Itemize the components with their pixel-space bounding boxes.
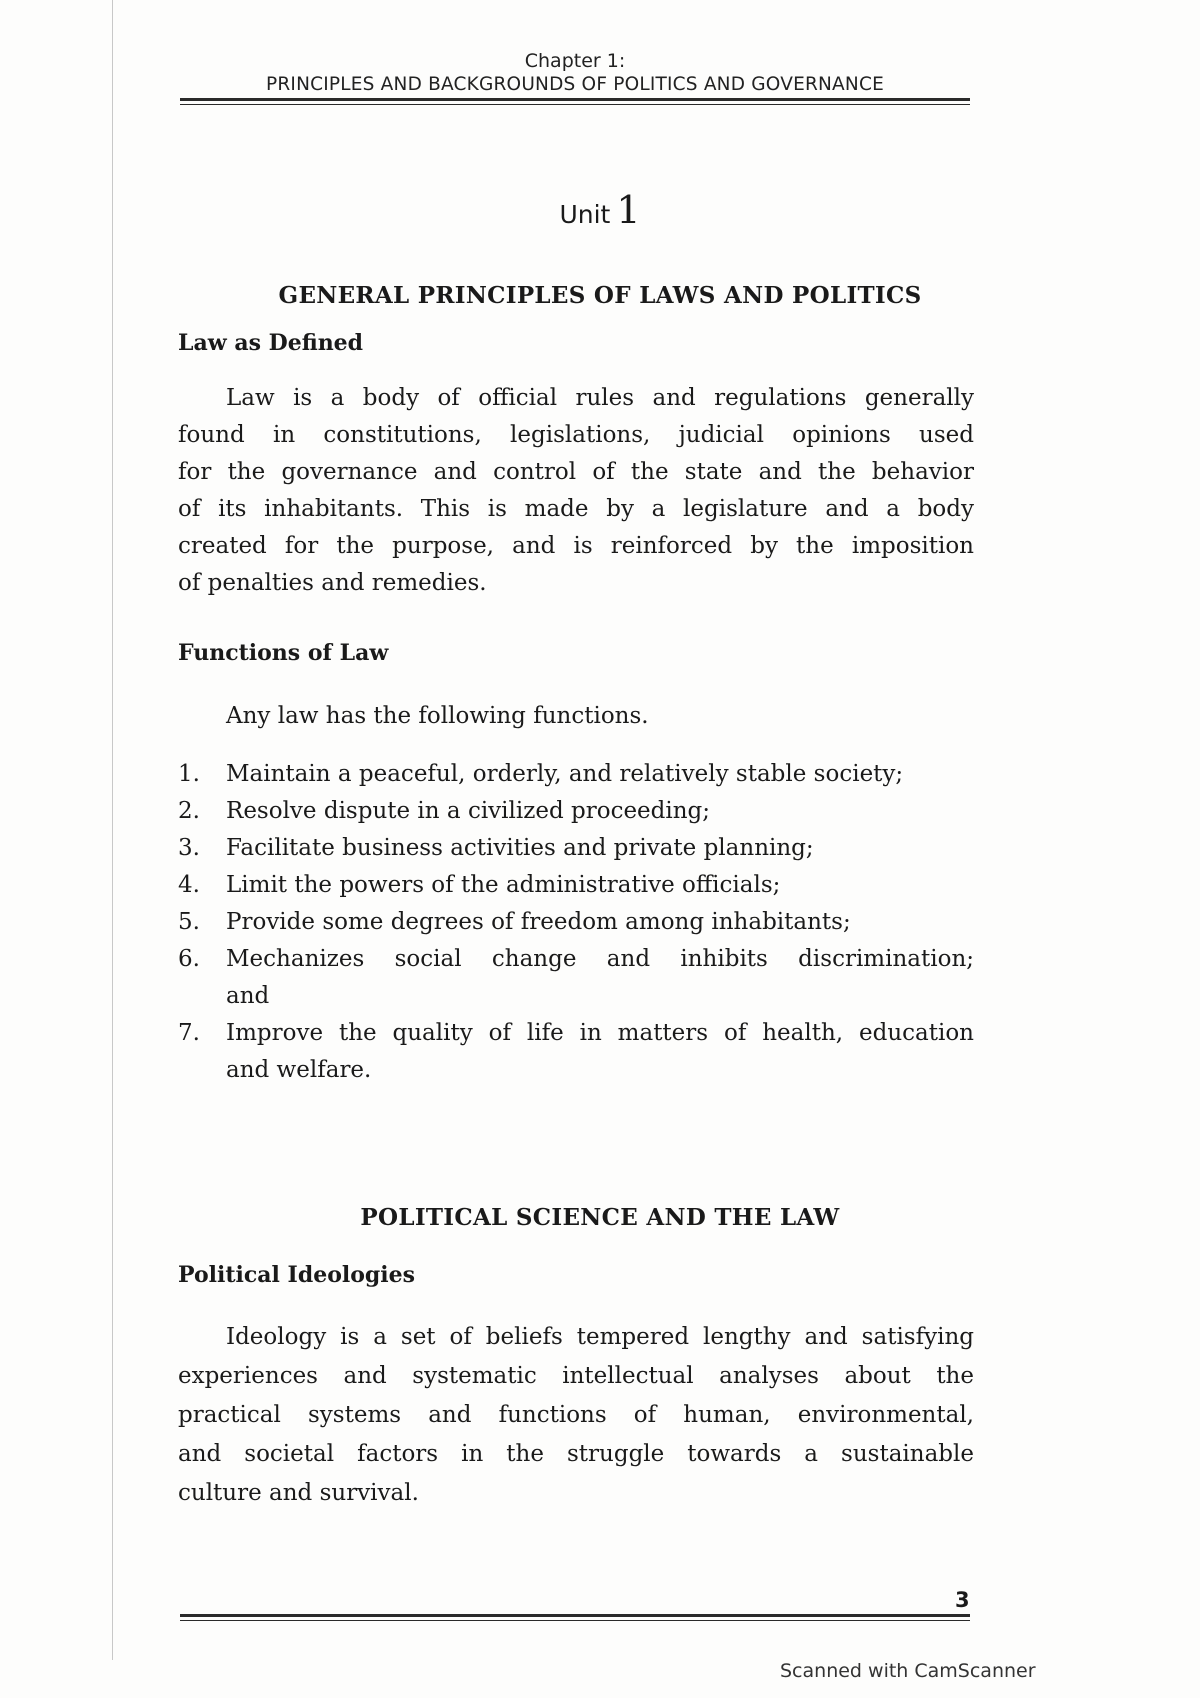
- list-text: Facilitate business activities and private planning;: [226, 835, 814, 861]
- list-text: Mechanizes social change and inhibits discrimination;: [226, 946, 974, 972]
- list-item: [178, 904, 974, 941]
- footer-rule: [180, 1614, 970, 1617]
- text-line: of penalties and remedies.: [178, 570, 487, 596]
- list-text-continued: and welfare.: [226, 1057, 372, 1083]
- section-title-political-science: POLITICAL SCIENCE AND THE LAW: [360, 1204, 840, 1231]
- footer-rule-thin: [180, 1620, 970, 1621]
- heading-law-as-defined: Law as Defined: [178, 330, 364, 356]
- header-rule: [180, 98, 970, 101]
- list-item: [178, 867, 974, 904]
- unit-heading: [0, 188, 1200, 232]
- functions-list: [178, 756, 974, 1089]
- list-text: Provide some degrees of freedom among inhabitants;: [226, 909, 851, 935]
- list-number: 6.: [178, 946, 200, 972]
- list-text: Resolve dispute in a civilized proceeding;: [226, 798, 711, 824]
- scanner-watermark: Scanned with CamScanner: [780, 1660, 1036, 1682]
- list-item: [178, 941, 974, 1015]
- paragraph-ideology: [178, 1318, 974, 1513]
- running-head-chapter: Chapter 1:: [524, 50, 626, 72]
- section-title-general-principles: GENERAL PRINCIPLES OF LAWS AND POLITICS: [278, 282, 922, 309]
- text-line: culture and survival.: [178, 1480, 419, 1506]
- list-number: 5.: [178, 909, 200, 935]
- text-line: for the governance and control of the state and the behavior: [178, 459, 974, 485]
- text-line: of its inhabitants. This is made by a legislature and a body: [178, 496, 974, 522]
- text-line: and societal factors in the struggle towards a sustainable: [178, 1441, 974, 1467]
- text-line: found in constitutions, legislations, judicial opinions used: [178, 422, 974, 448]
- list-text-continued: and: [226, 983, 270, 1009]
- list-item: [178, 756, 974, 793]
- text-line: practical systems and functions of human, environmental,: [178, 1402, 974, 1428]
- list-number: 4.: [178, 872, 200, 898]
- text-line: experiences and systematic intellectual analyses about the: [178, 1363, 974, 1389]
- paragraph-law-definition: [178, 380, 974, 602]
- list-item: [178, 793, 974, 830]
- list-number: 7.: [178, 1020, 200, 1046]
- running-head-title: PRINCIPLES AND BACKGROUNDS OF POLITICS AND GOVERNANCE: [266, 74, 884, 95]
- list-text: Limit the powers of the administrative officials;: [226, 872, 781, 898]
- text-line: Law is a body of official rules and regulations generally: [226, 385, 974, 411]
- list-item: [178, 1015, 974, 1089]
- text-line: created for the purpose, and is reinforced by the imposition: [178, 533, 974, 559]
- unit-word: Unit: [559, 200, 611, 229]
- heading-political-ideologies: Political Ideologies: [178, 1262, 416, 1288]
- list-item: [178, 830, 974, 867]
- page-number: 3: [955, 1588, 970, 1612]
- unit-number: 1: [616, 188, 641, 232]
- text-line: Ideology is a set of beliefs tempered lengthy and satisfying: [226, 1324, 974, 1350]
- header-rule-thin: [180, 104, 970, 105]
- list-text: Improve the quality of life in matters of health, education: [226, 1020, 974, 1046]
- list-number: 1.: [178, 761, 200, 787]
- list-text: Maintain a peaceful, orderly, and relatively stable society;: [226, 761, 904, 787]
- list-number: 3.: [178, 835, 200, 861]
- text-line: Any law has the following functions.: [226, 703, 649, 729]
- functions-intro: [178, 698, 974, 735]
- heading-functions-of-law: Functions of Law: [178, 640, 389, 666]
- list-number: 2.: [178, 798, 200, 824]
